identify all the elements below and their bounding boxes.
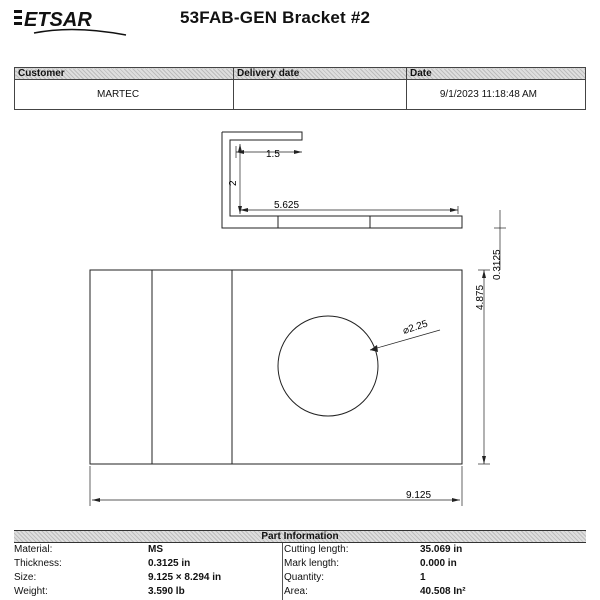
cutting-length-value: 35.069 in (420, 544, 463, 555)
part-information-table (14, 543, 586, 599)
dim-width-label: 9.125 (406, 490, 432, 501)
area-value: 40.508 In² (420, 586, 466, 597)
dim-hole-label: ⌀2.25 (401, 318, 430, 337)
dim-length-label: 5.625 (274, 200, 300, 211)
mark-length-label: Mark length: (284, 558, 340, 569)
flat-plate-outline (90, 270, 462, 464)
material-value: MS (148, 544, 163, 555)
weight-value: 3.590 lb (148, 586, 185, 597)
size-value: 9.125 × 8.294 in (148, 572, 222, 583)
part-information-header: Part Information (14, 530, 586, 543)
dim-thickness-label: 0.3125 (492, 249, 503, 280)
cutting-length-label: Cutting length: (284, 544, 349, 555)
delivery-date-header: Delivery date (234, 68, 407, 80)
bracket-drawing (0, 110, 600, 530)
mark-length-value: 0.000 in (420, 558, 457, 569)
hole-outline (278, 316, 378, 416)
dim-flange-label: 1.5 (266, 149, 280, 160)
area-label: Area: (284, 586, 308, 597)
customer-value: MARTEC (15, 80, 234, 110)
page-title: 53FAB-GEN Bracket #2 (180, 8, 371, 27)
dim-height-label: 2 (228, 180, 239, 186)
logo-text: ETSAR (24, 9, 92, 31)
material-label: Material: (14, 544, 53, 555)
delivery-date-value (234, 80, 407, 110)
company-logo (14, 7, 134, 37)
thickness-label: Thickness: (14, 558, 62, 569)
part-info-row (14, 571, 586, 585)
date-value: 9/1/2023 11:18:48 AM (407, 80, 586, 110)
part-info-row (14, 585, 586, 599)
customer-header: Customer (15, 68, 234, 80)
size-label: Size: (14, 572, 37, 583)
quantity-label: Quantity: (284, 572, 325, 583)
quantity-value: 1 (420, 572, 426, 583)
part-info-row (14, 543, 586, 557)
dim-side-label: 4.875 (475, 284, 486, 310)
part-info-row (14, 557, 586, 571)
date-header: Date (407, 68, 586, 80)
side-profile-outline (222, 132, 462, 228)
weight-label: Weight: (14, 586, 48, 597)
thickness-value: 0.3125 in (148, 558, 191, 569)
order-info-table (14, 67, 586, 110)
